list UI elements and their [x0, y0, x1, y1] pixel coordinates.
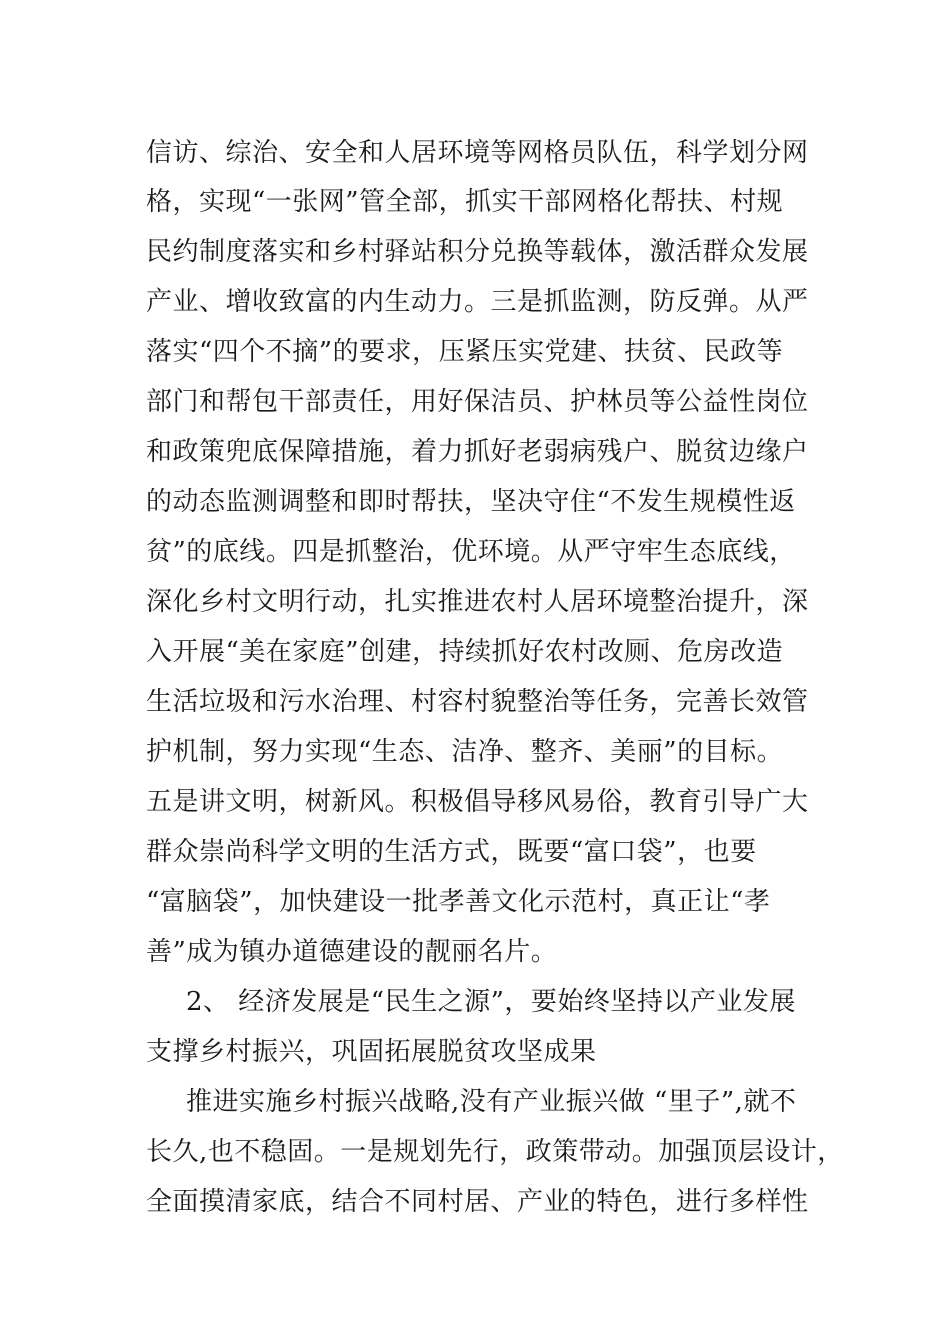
text-line-1: 信访、综治、安全和人居环境等网格员队伍，科学划分网	[146, 138, 809, 168]
text-line-21: 长久,也不稳固。一是规划先行，政策带动。加强顶层设计，	[146, 1137, 844, 1167]
text-line-8: 的动态监测调整和即时帮扶，坚决守住“不发生规模性返	[146, 487, 796, 517]
text-line-4: 产业、增收致富的内生动力。三是抓监测，防反弹。从严	[146, 287, 809, 317]
text-line-11: 入开展“美在家庭”创建，持续抓好农村改厕、危房改造	[146, 637, 784, 667]
text-line-22: 全面摸清家底，结合不同村居、产业的特色，进行多样性	[146, 1187, 809, 1217]
text-line-10: 深化乡村文明行动，扎实推进农村人居环境整治提升，深	[146, 587, 809, 617]
text-line-3: 民约制度落实和乡村驿站积分兑换等载体，激活群众发展	[146, 237, 809, 267]
text-line-7: 和政策兜底保障措施，着力抓好老弱病残户、脱贫边缘户	[146, 437, 809, 467]
section-heading-line-2: 支撑乡村振兴，巩固拓展脱贫攻坚成果	[146, 1037, 597, 1067]
section-heading-line-1: 2、 经济发展是“民生之源”，要始终坚持以产业发展	[186, 987, 796, 1017]
text-line-5: 落实“四个不摘”的要求，压紧压实党建、扶贫、民政等	[146, 337, 784, 367]
text-line-12: 生活垃圾和污水治理、村容村貌整治等任务，完善长效管	[146, 687, 809, 717]
text-line-13: 护机制，努力实现“生态、洁净、整齐、美丽”的目标。	[146, 737, 784, 767]
text-line-16: “富脑袋”，加快建设一批孝善文化示范村，真正让“孝	[146, 887, 771, 917]
text-line-20: 推进实施乡村振兴战略,没有产业振兴做 “里子”,就不	[186, 1087, 797, 1117]
text-line-9: 贫”的底线。四是抓整治，优环境。从严守牢生态底线，	[146, 537, 796, 567]
text-line-15: 群众崇尚科学文明的生活方式，既要“富口袋”，也要	[146, 837, 757, 867]
text-line-14: 五是讲文明，树新风。积极倡导移风易俗，教育引导广大	[146, 787, 809, 817]
text-line-6: 部门和帮包干部责任，用好保洁员、护林员等公益性岗位	[146, 387, 809, 417]
text-line-17: 善”成为镇办道德建设的靓丽名片。	[146, 937, 558, 967]
text-line-2: 格，实现“一张网”管全部，抓实干部网格化帮扶、村规	[146, 187, 784, 217]
